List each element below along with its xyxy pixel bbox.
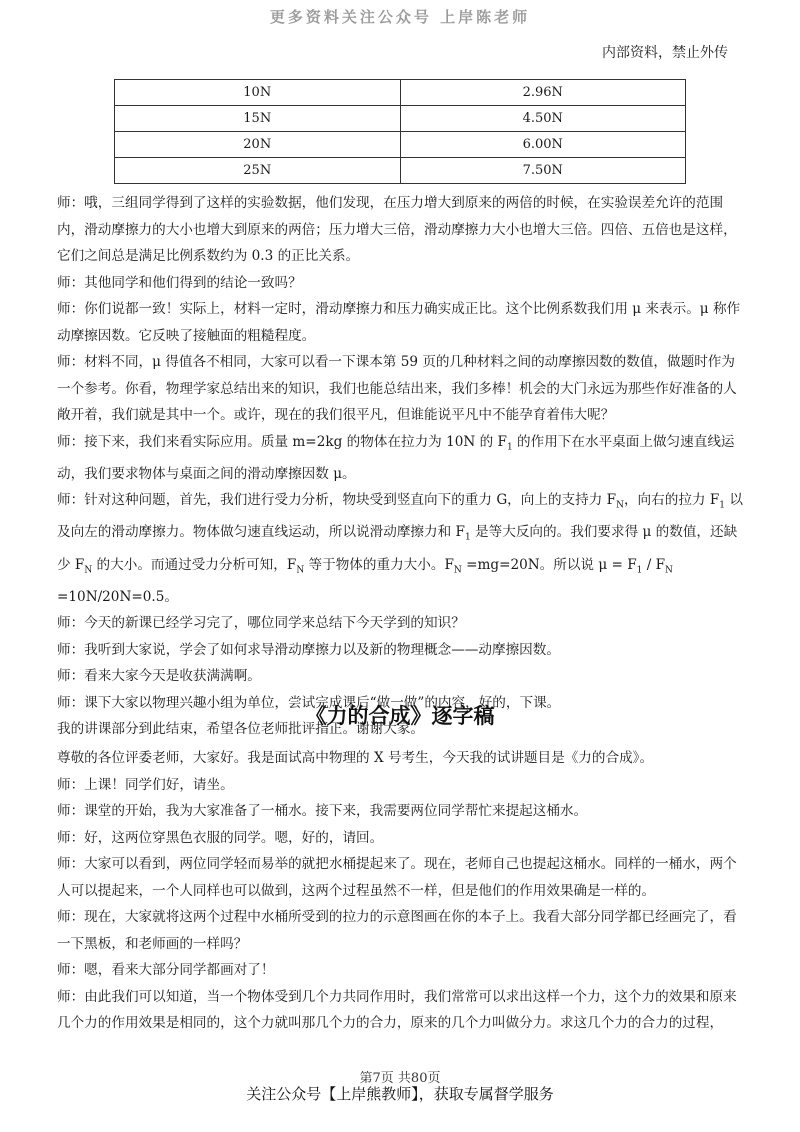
header-banner: 更多资料关注公众号 上岸陈老师: [269, 8, 531, 26]
pressure-cell: 20N: [115, 132, 401, 158]
pressure-cell: 25N: [115, 158, 401, 184]
paragraph: 我的讲课部分到此结束，希望各位老师批评指正。谢谢大家。: [57, 721, 425, 738]
friction-cell: 4.50N: [400, 106, 686, 132]
friction-data-table: [114, 79, 686, 184]
table-row: [115, 106, 686, 132]
paragraph: 师：针对这种问题，首先，我们进行受力分析，物块受到竖直向下的重力 G，向上的支持力 $F_N$，向右的拉力 $F_1$ 以及向左的滑动摩擦力。物体做匀速直线运动，所以说滑动摩擦力和 $F_1$ 是等大反向的。我们要求得 μ 的数值，还缺少 $F_N$ 的大小。而通过受力分析可知，$F_N$ 等于物体的重力大小。$F_N =mg=20N$。所以说 $\mu = F_1 / F_N =10N/20N=0.5$。: [57, 492, 743, 605]
page-number: 第7页 共80页: [359, 1071, 441, 1086]
paragraph: 师：我听到大家说，学会了如何求导滑动摩擦力以及新的物理概念——动摩擦因数。: [57, 641, 560, 658]
pressure-cell: 15N: [115, 106, 401, 132]
paragraph: 师：大家可以看到，两位同学轻而易举的就把水桶提起来了。现在，老师自己也提起这桶水。同样的一桶水，两个人可以提起来，一个人同样也可以做到，这两个过程虽然不一样，但是他们的作用效果确是一样的。: [57, 856, 737, 899]
paragraph: 师：课堂的开始，我为大家准备了一桶水。接下来，我需要两位同学帮忙来提起这桶水。: [57, 803, 588, 819]
paragraph: 师：上课！同学们好，请坐。: [57, 776, 234, 793]
paragraph: 师：课下大家以物理兴趣小组为单位，尝试完成课后“做一做”的内容，好的，下课。: [57, 694, 561, 711]
pressure-cell: 10N: [115, 80, 401, 106]
table-row: [115, 80, 686, 106]
table-row: [115, 132, 686, 158]
lesson-transcript-part2: [57, 745, 747, 1037]
paragraph: 师：看来大家今天是收获满满啊。: [57, 668, 261, 685]
paragraph: 师：你们说都一致！实际上，材料一定时，滑动摩擦力和压力确实成正比。这个比例系数我们用 μ 来表示。μ 称作动摩擦因数。它反映了接触面的粗糙程度。: [57, 301, 741, 344]
friction-cell: 7.50N: [400, 158, 686, 184]
paragraph: 师：其他同学和他们得到的结论一致吗？: [57, 274, 302, 291]
paragraph: 师：由此我们可以知道，当一个物体受到几个力共同作用时，我们常常可以求出这样一个力，这个力的效果和原来几个力的作用效果是相同的，这个力就叫那几个力的合力，原来的几个力叫做分力。求这几个力的合力的过程，: [57, 988, 737, 1031]
paragraph: 师：今天的新课已经学习完了，哪位同学来总结下今天学到的知识？: [57, 615, 465, 632]
paragraph: 师：好，这两位穿黑色衣服的同学。嗯，好的，请回。: [57, 829, 384, 846]
paragraph: 尊敬的各位评委老师，大家好。我是面试高中物理的 X 号考生，今天我的试讲题目是《力的合成》。: [57, 750, 654, 766]
footer-note: 关注公众号【上岸熊教师】，获取专属督学服务: [246, 1085, 554, 1103]
confidential-label: 内部资料，禁止外传: [602, 45, 728, 61]
lesson-transcript-part1: [57, 190, 747, 743]
paragraph: 师：哦，三组同学得到了这样的实验数据，他们发现，在压力增大到原来的两倍的时候，在实验误差允许的范围内，滑动摩擦力的大小也增大到原来的两倍；压力增大三倍，滑动摩擦力大小也增大三倍。四倍、五倍也是这样，它们之间总是满足比例系数约为 0.3 的正比关系。: [57, 195, 737, 264]
paragraph: 师：现在，大家就将这两个过程中水桶所受到的拉力的示意图画在你的本子上。我看大部分同学都已经画完了，看一下黑板，和老师画的一样吗？: [57, 909, 737, 952]
friction-cell: 6.00N: [400, 132, 686, 158]
lesson-title: 《力的合成》逐字稿: [305, 704, 495, 728]
paragraph: 师：嗯，看来大部分同学都画对了！: [57, 962, 275, 978]
friction-cell: 2.96N: [400, 80, 686, 106]
paragraph: 师：接下来，我们来看实际应用。质量 m=2kg 的物体在拉力为 10N 的 $F_1$ 的作用下在水平桌面上做匀速直线运动，我们要求物体与桌面之间的滑动摩擦因数 μ。: [57, 433, 735, 482]
paragraph: 师：材料不同，μ 得值各不相同，大家可以看一下课本第 59 页的几种材料之间的动摩擦因数的数值，做题时作为一个参考。你看，物理学家总结出来的知识，我们也能总结出来，我们多棒！机会的大门永远为那些作好准备的人敞开着，我们就是其中一个。或许，现在的我们很平凡，但谁能说平凡中不能孕育着伟大呢？: [57, 354, 737, 423]
table-row: [115, 158, 686, 184]
